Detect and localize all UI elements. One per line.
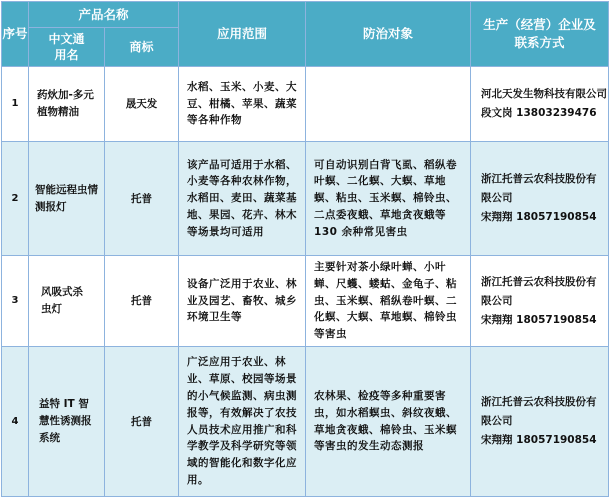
row-scope: 设备广泛用于农业、林业及园艺、畜牧、城乡环境卫生等 <box>179 256 306 347</box>
row-trademark: 托普 <box>105 142 179 256</box>
row-cn-name: 风吸式杀虫灯 <box>29 256 105 347</box>
company-name: 浙江托普云农科技股份有限公司 <box>481 275 597 307</box>
table-row <box>2 142 609 256</box>
company-contact: 宋翔翔 18057190854 <box>481 313 597 326</box>
row-trademark: 托普 <box>105 347 179 497</box>
row-scope: 该产品可适用于水稻、小麦等各种农林作物，水稻田、麦田、蔬菜基地、果园、花卉、林木等场景均可适用 <box>179 142 306 256</box>
company-contact: 段文岗 13803239476 <box>481 107 597 119</box>
row-cn-name: 智能远程虫情测报灯 <box>29 142 105 256</box>
row-number: 3 <box>2 256 29 347</box>
row-target: 农林果、检疫等多种重要害虫，如水稻螟虫、斜纹夜蛾、草地贪夜蛾、棉铃虫、玉米螟等害虫的发生动态测报 <box>306 347 471 497</box>
row-company <box>471 256 609 347</box>
company-name: 河北天发生物科技有限公司 <box>481 88 608 100</box>
row-company <box>471 347 609 497</box>
header-product-name: 产品名称 <box>29 2 179 28</box>
company-contact: 宋翔翔 18057190854 <box>481 434 597 446</box>
row-target <box>306 67 471 142</box>
row-scope: 广泛应用于农业、林业、草原、校园等场景的小气候监测、病虫测报等，有效解决了农技人员技术应用推广和科学教学及科学研究等领域的智能化和数字化应用。 <box>179 347 306 497</box>
header-cn-name: 中文通用名 <box>29 28 105 67</box>
company-name: 浙江托普云农科技股份有限公司 <box>481 396 597 427</box>
row-company <box>471 142 609 256</box>
company-name: 浙江托普云农科技股份有限公司 <box>481 173 597 204</box>
table-row <box>2 256 609 347</box>
header-seq: 序号 <box>2 2 29 67</box>
row-trademark: 托普 <box>105 256 179 347</box>
row-scope: 水稻、玉米、小麦、大豆、柑橘、苹果、蔬菜等各种作物 <box>179 67 306 142</box>
row-cn-name: 益特 IT 智慧性诱测报系统 <box>29 347 105 497</box>
header-scope: 应用范围 <box>179 2 306 67</box>
row-target: 可自动识别白背飞虱、稻纵卷叶螟、二化螟、大螟、草地螟、粘虫、玉米螟、棉铃虫、二点委夜蛾、草地贪夜蛾等 130 余种常见害虫 <box>306 142 471 256</box>
row-trademark: 晟天发 <box>105 67 179 142</box>
product-table <box>1 1 609 497</box>
header-target: 防治对象 <box>306 2 471 67</box>
header-company: 生产（经营）企业及联系方式 <box>471 2 609 67</box>
row-number: 1 <box>2 67 29 142</box>
row-target: 主要针对茶小绿叶蝉、小叶蝉、尺蠖、蝼蛄、金龟子、粘虫、玉米螟、稻纵卷叶螟、二化螟、大螟、草地螟、棉铃虫等害虫 <box>306 256 471 347</box>
row-company <box>471 67 609 142</box>
row-cn-name: 药炏加-多元植物精油 <box>29 67 105 142</box>
table-row <box>2 347 609 497</box>
row-number: 4 <box>2 347 29 497</box>
header-trademark: 商标 <box>105 28 179 67</box>
company-contact: 宋翔翔 18057190854 <box>481 211 597 223</box>
table-row <box>2 67 609 142</box>
row-number: 2 <box>2 142 29 256</box>
